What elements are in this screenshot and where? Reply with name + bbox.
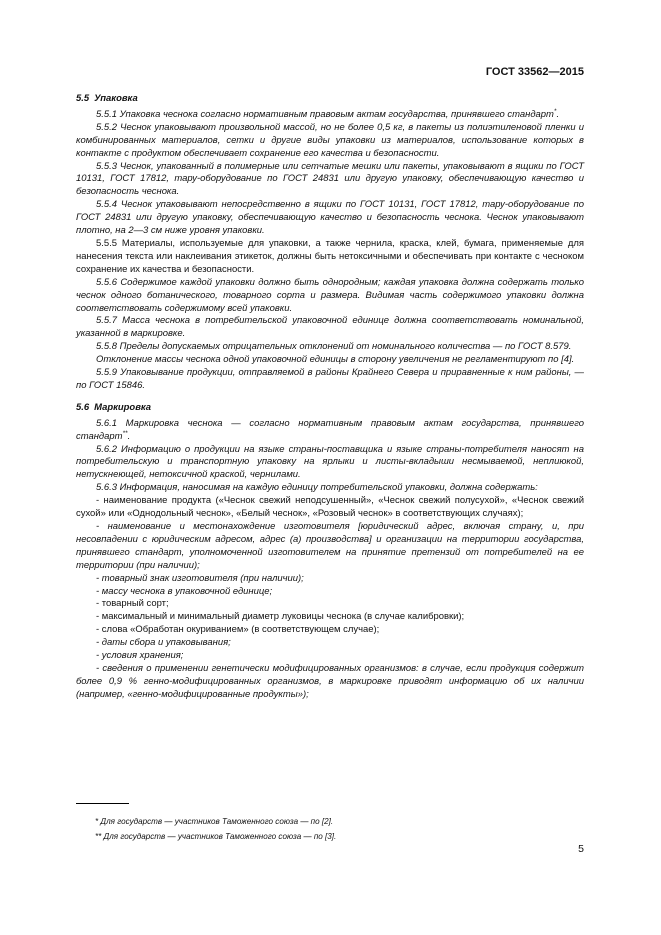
document-id: ГОСТ 33562—2015: [485, 66, 584, 78]
paragraph: Отклонение массы чеснока одной упаковочной единицы в сторону увеличения не регламентируют по [4].: [96, 354, 575, 366]
paragraph: - товарный сорт;: [96, 598, 169, 610]
document-body: [76, 93, 584, 702]
section-heading: [76, 402, 584, 415]
section-title: Маркировка: [94, 401, 152, 413]
paragraph: 5.5.8 Пределы допускаемых отрицательных отклонений от номинального количества — по ГОСТ 8.579.: [96, 341, 572, 353]
paragraph: - максимальный и минимальный диаметр луковицы чеснока (в случае калибровки);: [96, 611, 465, 623]
paragraph: - сведения о применении генетически модифицированных организмов: в случае, если продукция содержит более 0,9 % генно-модифицированных организмов, в маркировке приводят информацию об их наличии (например, «генно-модифицированные продукты»);: [76, 662, 584, 700]
sections: [76, 93, 584, 702]
footnote-marker: *: [553, 107, 557, 115]
paragraph: 5.5.2 Чеснок упаковывают произвольной массой, но не более 0,5 кг, в пакеты из полиэтиленовой пленки и комбинированных материалов, сетки и другие виды упаковки из материалов, использование которых в контакте с продуктом обеспечивает сохранение его качества и безопасности.: [76, 121, 584, 159]
paragraph: 5.5.6 Содержимое каждой упаковки должно быть однородным; каждая упаковка должна содержать только чеснок одного ботанического, товарного сорта и размера. Видимая часть содержимого упаковки должна соответствовать содержимому всей упаковки.: [76, 276, 584, 314]
section-heading: [76, 93, 584, 106]
paragraph: - условия хранения;: [96, 650, 184, 662]
paragraph: - товарный знак изготовителя (при наличии);: [96, 572, 304, 584]
section-title: Упаковка: [94, 93, 138, 104]
footnote-2: ** Для государств — участников Таможенного союза — по [3].: [95, 832, 337, 841]
page-number: 5: [578, 843, 584, 855]
footnote-marker: **: [122, 429, 128, 437]
paragraph: 5.5.3 Чеснок, упакованный в полимерные или сетчатые мешки или пакеты, упаковывают в ящики по ГОСТ 10131, ГОСТ 17812, тару-оборудование по ГОСТ 24831 или другую упаковку, обеспечивающую качество и безопасность чеснока.: [76, 160, 584, 198]
paragraph: - массу чеснока в упаковочной единице;: [96, 585, 273, 597]
paragraph: 5.5.7 Масса чеснока в потребительской упаковочной единице должна соответствовать номинальной, указанной в маркировке.: [76, 315, 584, 340]
paragraph: 5.5.9 Упаковывание продукции, отправляемой в районы Крайнего Севера и приравненные к ним районы, — по ГОСТ 15846.: [76, 367, 584, 391]
paragraph: 5.6.1 Маркировка чеснока — согласно нормативным правовым актам государства, принявшего стандарт**.: [76, 417, 584, 442]
paragraph: 5.6.2 Информацию о продукции на языке страны-поставщика и языке страны-потребителя наносят на потребительскую и транспортную упаковку на ярлыки и листы-вкладыши несмываемой, неплиюкой, нетускнеющей, нетоксичной краской, чернилами.: [76, 443, 584, 481]
footnote-separator: [76, 803, 129, 804]
paragraph: - наименование продукта («Чеснок свежий неподсушенный», «Чеснок свежий полусухой», «Чеснок свежий сухой» или «Однодольный чеснок», «Белый чеснок», «Розовый чеснок» в соответствующих случаях);: [76, 495, 584, 520]
paragraph: 5.5.5 Материалы, используемые для упаковки, а также чернила, краска, клей, бумага, применяемые для нанесения текста или наклеивания этикеток, должны быть нетоксичными и обеспечивать при контакте с чесноком сохранение их качества и безопасности.: [76, 237, 584, 275]
footnotes: [76, 814, 584, 844]
paragraph: 5.5.4 Чеснок упаковывают непосредственно в ящики по ГОСТ 10131, ГОСТ 17812, тару-оборудование по ГОСТ 24831 или другую упаковку, обеспечивающую качество и безопасность чеснока. Чеснок упаковывают плотно, на 2—3 см ниже уровня упаковки.: [76, 199, 584, 237]
section-number: 5.6: [76, 401, 90, 413]
section-number: 5.5: [76, 93, 90, 104]
footnote-1: * Для государств — участников Таможенного союза — по [2].: [95, 817, 334, 826]
paragraph: - наименование и местонахождение изготовителя [юридический адрес, включая страну, и, при несовпадении с юридическим адресом, адрес (а) производства] и организации на территории государства, принявшего стандарт, уполномоченной изготовителем на принятие претензий от потребителей на ее территории (при наличии);: [76, 521, 584, 571]
paragraph: - слова «Обработан окуриванием» (в соответствующем случае);: [96, 624, 380, 636]
paragraph: - даты сбора и упаковывания;: [96, 637, 231, 649]
paragraph: 5.5.1 Упаковка чеснока согласно нормативным правовым актам государства, принявшего стандарт*.: [96, 107, 560, 120]
paragraph: 5.6.3 Информация, наносимая на каждую единицу потребительской упаковки, должна содержать:: [96, 482, 538, 494]
